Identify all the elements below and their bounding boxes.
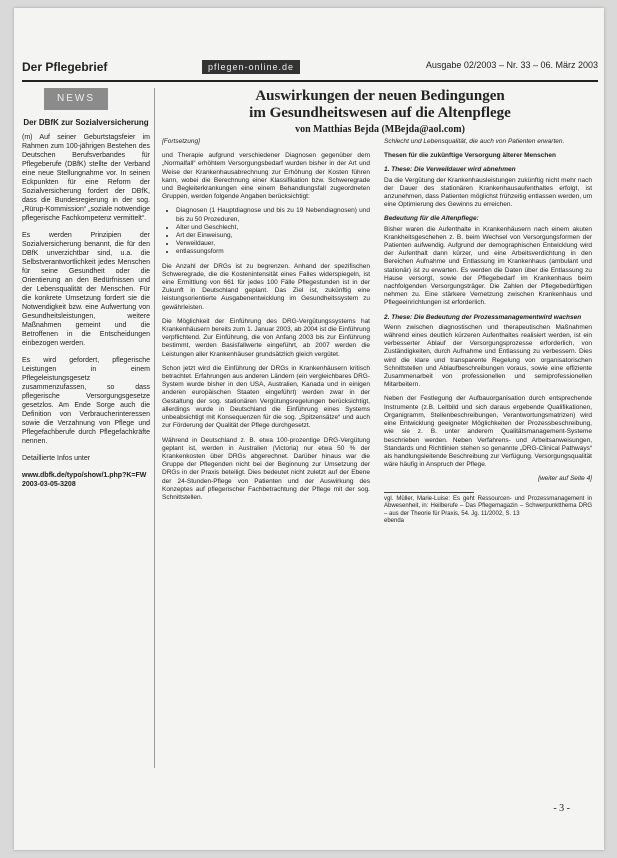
article-title-line1: Auswirkungen der neuen Bedingungen [255,88,505,104]
paragraph: Schon jetzt wird die Einführung der DRGs in Krankenhäusern kritisch betrachtet. Erfahrungen aus anderen Ländern (ein vergleichbares DRG-System wurde bisher in den USA, Australien, Kanada und in einigen anderen europäischen Staaten eingeführt) werden zwar in der Gestaltung der sog. stationären Vergütungsregelungen berücksichtigt, allerdings wurde in Deutschland die Einführung eines Systems unbeabsichtigt mit Konsequenzen für die sog. „Spitzensätze“ und auch zur Förderung der Qualität der Pflege durchgesetzt. [162,364,370,430]
sidebar-paragraph: (m) Auf seiner Geburtstagsfeier im Rahmen zum 100-jährigen Bestehen des Deutschen Berufsverbandes für Pflegeberufe (DBfK) stellte der Verband eine neue Stellungnahme vor. In seinen Eckpunkten für eine Reform der Sozialversicherung fordert der DBfK, dass die Bundesregierung in der sog. „Rürup-Kommission“ „soziale notwendige pflegerische Fachkompetenz vermittelt“. [22,134,150,222]
page-number: - 3 - [553,803,570,814]
thesis-heading: 2. These: Die Bedeutung der Prozessmanagementwird wachsen [384,313,582,321]
article-column-2 [384,138,592,526]
continue-note: [weiter auf Seite 4] [538,475,592,483]
continuation-tag: [Fortsetzung] [162,138,200,145]
paragraph: Die Anzahl der DRGs ist zu begrenzen. Anhand der spezifischen Schweregrade, die die Kostenintensität eines Falles widerspiegeln, ist eine Ermittlung von 661 für jedes 100 Fälle Pflegestunden ist in der Zukunft in Deutschland geplant. Das Ziel ist, zukünftig eine leistungsorientierte Ausgabenentwicklung im Gesundheitssystem zu gewährleisten. [162,262,370,311]
article-title-line2: im Gesundheitswesen auf die Altenpflege [249,105,511,121]
sidebar-heading: Der DBfK zur Sozialversicherung [23,118,149,127]
criteria-list [176,207,370,256]
article-header [162,88,598,135]
list-item: • entlassungsform [176,248,370,256]
publication-name: Der Pflegebrief [22,60,108,74]
list-item: • Alter und Geschlecht, [176,224,370,232]
paragraph: Die Möglichkeit der Einführung des DRG-Vergütungssystems hat Krankenhäusern bereits zum 1. Januar 2003, ab 2004 ist die Einführung verpflichtend. Zur Einführung, die von Anfang 2003 bis zur Einführung bestimmt, werden Basisfallwerte eingeführt, ab 2007 werden die Leistungen aller Krankenhäuser grundsätzlich gleich vergütet. [162,317,370,358]
site-logo: pflegen-online.de [202,60,300,74]
footnote: ebenda [384,518,405,525]
paragraph: Während in Deutschland z. B. etwa 100-prozentige DRG-Vergütung geplant ist, werden in Australien (Victoria) nur etwa 50 % der Krankenkosten über DRGs abgerechnet. Darüber hinaus war die Gruppe der Pflegenden nicht bei der Beginnung zur Umsetzung der DRGs in der Praxis beteiligt. Dies bedeutet nicht zuletzt auf der Ebene der 24-Stunden-Pflege von Patienten und der Auswirkung des Konzeptes auf pflegerischer Fachbetrachtung der Pflege mit der sog. Schnittstellen. [162,436,370,501]
list-item: • Verweildauer, [176,240,370,248]
news-sidebar [22,88,150,768]
news-badge: NEWS [44,88,108,110]
issue-info: Ausgabe 02/2003 – Nr. 33 – 06. März 2003 [425,60,598,70]
sidebar-paragraph: Es wird gefordert, pflegerische Leistungen in einem Pflegeleistungsgesetz zusammenzufassen, so dass pflegerische Versorgungsgesetze gesetzlos. Am Ende Sorge auch die Definition von Verbraucherinteressen sowie die Verzahnung von Pflege und Pflegefachberufe durch Pflegefachkräfte nennen. [22,357,150,445]
paragraph: Wenn zwischen diagnostischen und therapeutischen Maßnahmen während eines deutlich kürzeren Aufenthaltes realisiert werden, ist ein verbesserter Ablauf der Versorgungsprozesse erforderlich, von Zuständigkeiten, durch Aufnahme und Entlassung zu verbessern. Dies wird die klare und transparente Regelung von organisatorischen Schnittstellen und Ablaufbeschreibungen voraus, sowie eine effiziente Zusammenarbeit von professionellen und semiprofessionellen Mitarbeitern. [384,323,592,389]
document-page [14,8,604,850]
footnote-rule [384,492,474,493]
subsection-heading: Bedeutung für die Altenpflege: [384,215,479,223]
list-item: • Art der Einweisung, [176,232,370,240]
paragraph: Neben der Festlegung der Aufbauorganisation durch entsprechende Instrumente (z.B. Leitbild und sich daraus ergebende Qualifikationen, Organigramm, Stellenbeschreibungen, Verantwortungsmatrizen) wird eine Entwicklung geeigneter Möglichkeiten der Prozessbeschreibung, wie sie z. B. unter anderem Qualitätsmanagement-Systeme beschrieben werden. Neben Verfahrens- und Arbeitsanweisungen, Standards und Richtlinien stehen so genannte „DRG-Clinical Pathways“ als handlungsleitende Beschreibung zur Verfügung. Versorgungsqualität wäre häufig in Anspruch der Pflege. [384,395,592,469]
paragraph: Bisher waren die Aufenthalte in Krankenhäusern nach einem akuten Krankheitsgeschehen z. B. beim Wechsel von Versorgungsformen der Patienten aufwendig. Aufgrund der demographischen Entwicklung wird der Aufenthalt dann kürzer, und eine Arbeitsverdichtung in den Bereichen Aufnahme und Entlassung im Krankenhaus (ambulant und stationär) ist zu erwarten. Es werden die Daten über die Entlassung zu Hause versorgt, sowie der Pflegebedarf im Krankenhaus beim nachfolgenden Versorgungsträger. Die Zahlen der Pflegebedürftigen nehmen zu. Eine stärkere Vernetzung zwischen Krankenhaus und Pflegeeinrichtungen ist erforderlich. [384,225,592,307]
paragraph: Schlecht und Lebensqualität, die auch von Patienten erwarten. [384,138,565,145]
section-heading: Thesen für die zukünftige Versorgung älterer Menschen [384,152,556,160]
article-byline: von Matthias Bejda (MBejda@aol.com) [295,124,465,135]
paragraph: und Therapie aufgrund verschiedener Diagnosen gegenüber dem „Normalfall“ erhöhtem Versorgungsbedarf wurden bisher in der Art und Weise der Krankenhausabrechnung zur Erhöhung der Kosten führen kann, wobei die Berechnung einer Klassifikation bzw. Schweregrade und Begleiterkrankungen eine einem Behandlungsfall zugeordneten Gruppen, werden folgende Angaben berücksichtigt: [162,152,370,201]
footnote: vgl. Müller, Marie-Luise: Es geht Ressourcen- und Prozessmanagement in Abwesenheit, in: Heilberufe – Das Pflegemagazin – Schwerpunktthema DRG – aus der Theorie für Praxis, 54. Jg. 11/2002, S. 13 [384,495,592,517]
thesis-heading: 1. These: Die Verweildauer wird abnehmen [384,166,516,174]
column-divider [154,88,155,768]
masthead [22,58,598,82]
sidebar-link[interactable]: www.dbfk.de/typo/show/1.php?K=FW2003-03-05-3208 [22,472,147,488]
list-item: • Diagnosen (1 Hauptdiagnose und bis zu 19 Nebendiagnosen) und bis zu 50 Prozeduren, [176,207,370,223]
sidebar-paragraph: Detaillierte Infos unter [22,455,91,462]
sidebar-paragraph: Es werden Prinzipien der Sozialversicherung benannt, die für den DBfK unverzichtbar sind, u.a. die Selbstverantwortlichkeit jedes Menschen für seine Gesundheit oder die Orientierung an den Bedürfnissen und der Lebensqualität der Menschen. Für die konkrete Umsetzung fordert sie die Notwendigkeit bzw. eine Aufwertung von Gesundheitsleistungen, weitere Maßnahmen gemeint und die Betroffenen in die Entscheidungen einbezogen werden. [22,232,150,347]
article-column-1 [162,138,370,508]
paragraph: Da die Vergütung der Krankenhausleistungen zukünftig nicht mehr nach der Dauer des stationären Krankenhausaufenthaltes erfolgt, ist anzunehmen, dass Patienten möglichst frühzeitig entlassen werden, um eine Optimierung des Gewinns zu erreichen. [384,176,592,209]
